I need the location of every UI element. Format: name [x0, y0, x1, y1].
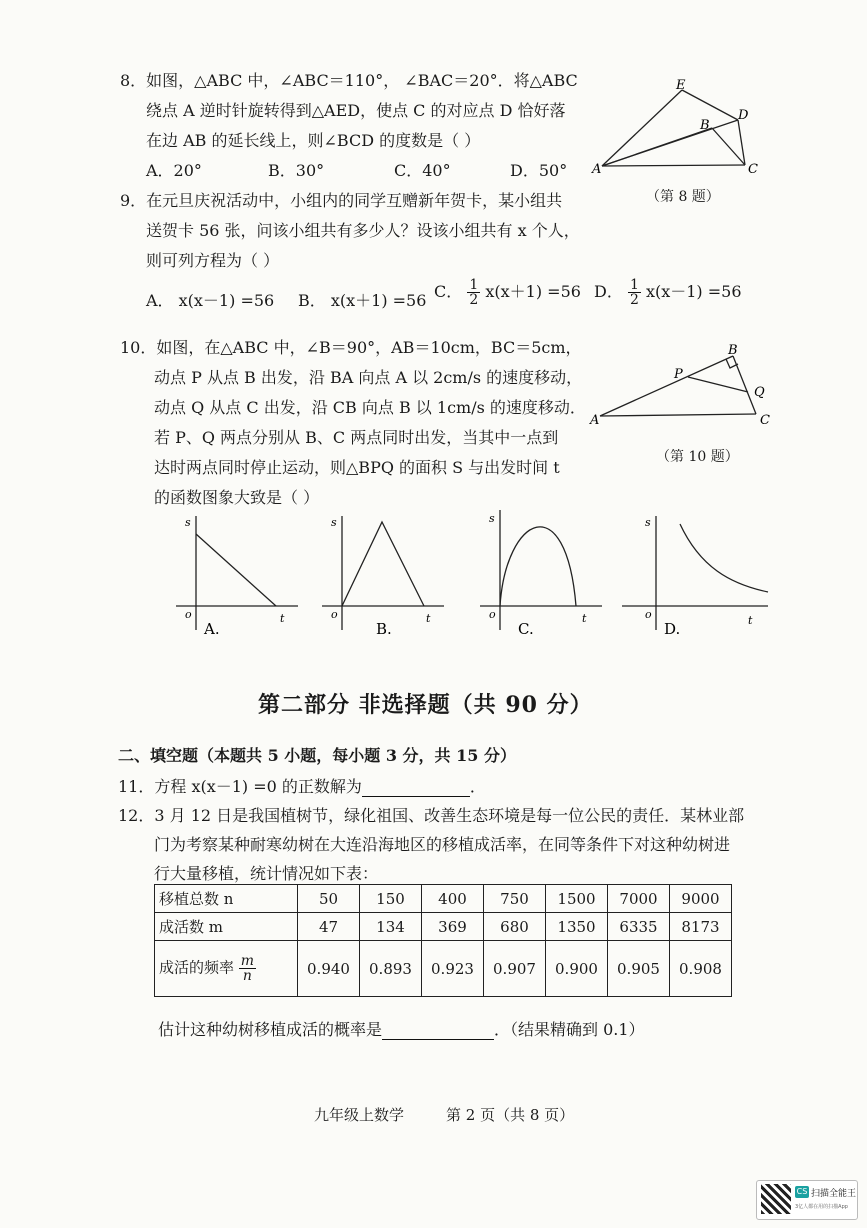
q9-line-2: 送贺卡 56 张，问该小组共有多少人？设该小组共有 x 个人，	[146, 221, 580, 240]
badge-subtitle: 3亿人都在用的扫描App	[795, 1204, 848, 1210]
table-cell: 1350	[546, 913, 608, 941]
q8-line-1: 8．如图，△ABC 中，∠ABC＝110°， ∠BAC＝20°．将△ABC	[120, 71, 578, 90]
q9-option-d-fraction	[628, 278, 641, 307]
q10-label-q: Q	[754, 385, 765, 400]
q11-text-after: ．	[469, 777, 486, 796]
q9-option-c-num: 1	[469, 277, 479, 293]
table-cell: 369	[422, 913, 484, 941]
scanner-badge	[756, 1180, 858, 1220]
q10-graph-c	[476, 506, 606, 642]
q8-label-c: C	[748, 162, 758, 177]
q10-line-2: 动点 P 从点 B 出发，沿 BA 向点 A 以 2cm/s 的速度移动，	[154, 368, 583, 387]
table-row	[155, 913, 732, 941]
table-cell: 0.923	[422, 941, 484, 997]
q10-graph-b-s: s	[331, 516, 337, 529]
q10-graph-a-t: t	[280, 612, 285, 625]
table-cell: 1500	[546, 885, 608, 913]
q12-line-3: 行大量移植，统计情况如下表：	[154, 864, 379, 883]
q9-option-c	[434, 278, 581, 307]
row-label-frequency	[155, 941, 298, 997]
qr-code-icon	[761, 1184, 791, 1214]
q8-figure-caption: （第 8 题）	[646, 189, 720, 205]
table-cell: 150	[360, 885, 422, 913]
row-label-frequency-text: 成活的频率	[159, 958, 235, 977]
table-cell: 0.940	[298, 941, 360, 997]
q8-option-d: D．50°	[510, 161, 568, 180]
q12-line-2: 门为考察某种耐寒幼树在大连沿海地区的移植成活率，在同等条件下对这种幼树进	[154, 835, 731, 854]
table-cell: 50	[298, 885, 360, 913]
table-cell: 8173	[670, 913, 732, 941]
q10-graph-d	[620, 512, 770, 642]
q12-answer-text-after: ．（结果精确到 0.1）	[494, 1020, 645, 1039]
section-fill-blank-heading: 二、填空题（本题共 5 小题，每小题 3 分，共 15 分）	[118, 746, 516, 765]
q9-option-d-rest: x(x－1) =56	[645, 282, 742, 301]
table-cell: 0.905	[608, 941, 670, 997]
q9-option-d-num: 1	[629, 277, 639, 293]
part2-title: 第二部分 非选择题（共 90 分）	[258, 692, 593, 718]
frequency-fraction	[239, 954, 256, 983]
q10-graph-a-o: o	[185, 608, 192, 621]
q9-option-c-den: 2	[469, 292, 479, 308]
q10-graph-c-t: t	[582, 612, 587, 625]
table-cell: 6335	[608, 913, 670, 941]
q10-graph-d-label: D.	[664, 620, 681, 638]
table-cell: 0.900	[546, 941, 608, 997]
q10-graph-d-t: t	[748, 614, 753, 627]
q10-line-6: 的函数图象大致是（ ）	[154, 488, 320, 507]
q8-option-c: C．40°	[394, 161, 451, 180]
q12-answer-line	[158, 1017, 645, 1040]
q8-option-b: B．30°	[268, 161, 325, 180]
q12-line-1: 12．3 月 12 日是我国植树节，绿化祖国、改善生态环境是每一位公民的责任．某林业部	[118, 806, 745, 825]
q10-graph-d-o: o	[645, 608, 652, 621]
frequency-den: n	[242, 968, 252, 984]
q9-option-d-den: 2	[629, 292, 639, 308]
q10-label-c: C	[760, 413, 770, 428]
q11-answer-blank[interactable]	[362, 778, 470, 797]
table-cell: 750	[484, 885, 546, 913]
q10-label-b: B	[728, 344, 738, 358]
q10-graph-b	[318, 512, 448, 642]
table-cell: 0.908	[670, 941, 732, 997]
footer-page: 第 2 页（共 8 页）	[446, 1106, 575, 1124]
q10-graph-a-label: A.	[204, 620, 220, 638]
q9-option-c-rest: x(x＋1) =56	[485, 282, 581, 301]
table-cell: 0.893	[360, 941, 422, 997]
table-cell: 0.907	[484, 941, 546, 997]
q8-figure	[590, 78, 770, 178]
q9-option-d	[594, 278, 742, 307]
q10-graph-a	[172, 512, 302, 642]
camscanner-logo-icon: CS	[796, 1187, 808, 1196]
row-label-survived: 成活数 m	[155, 913, 298, 941]
q10-graph-b-label: B.	[376, 620, 392, 638]
q10-graph-c-s: s	[489, 512, 495, 525]
q10-graph-c-o: o	[489, 608, 496, 621]
q12-answer-blank[interactable]	[382, 1021, 494, 1040]
q10-line-1: 10．如图，在△ABC 中，∠B＝90°，AB＝10cm，BC＝5cm，	[120, 338, 582, 357]
q9-option-b: B． x(x＋1) =56	[298, 291, 427, 310]
table-cell: 47	[298, 913, 360, 941]
q10-figure-caption: （第 10 题）	[656, 449, 739, 465]
table-cell: 134	[360, 913, 422, 941]
q9-option-a: A． x(x－1) =56	[146, 291, 275, 310]
table-row	[155, 941, 732, 997]
q8-label-a: A	[592, 162, 602, 177]
q10-graph-b-o: o	[331, 608, 338, 621]
table-cell: 680	[484, 913, 546, 941]
row-label-total: 移植总数 n	[155, 885, 298, 913]
badge-title: 扫描全能王	[811, 1189, 857, 1199]
table-cell: 400	[422, 885, 484, 913]
q8-label-d: D	[738, 108, 749, 123]
q10-figure	[588, 344, 778, 434]
q11-line	[118, 774, 486, 797]
table-cell: 9000	[670, 885, 732, 913]
q8-line-2: 绕点 A 逆时针旋转得到△AED，使点 C 的对应点 D 恰好落	[146, 101, 566, 120]
q9-option-c-prefix: C．	[434, 282, 463, 301]
q8-label-b: B	[700, 118, 710, 133]
q10-line-5: 达时两点同时停止运动，则△BPQ 的面积 S 与出发时间 t	[154, 458, 560, 477]
q10-line-4: 若 P、Q 两点分别从 B、C 两点同时出发，当其中一点到	[154, 428, 559, 447]
q10-graph-a-s: s	[185, 516, 191, 529]
q11-text: 11．方程 x(x－1) =0 的正数解为	[118, 777, 362, 796]
q9-option-d-prefix: D．	[594, 282, 623, 301]
q12-answer-text: 估计这种幼树移植成活的概率是	[158, 1020, 383, 1039]
q12-data-table	[154, 884, 732, 997]
q9-line-3: 则可列方程为（ ）	[146, 251, 280, 270]
q8-line-3: 在边 AB 的延长线上，则∠BCD 的度数是（ ）	[146, 131, 481, 150]
q9-line-1: 9．在元旦庆祝活动中，小组内的同学互赠新年贺卡，某小组共	[120, 191, 563, 210]
table-cell: 7000	[608, 885, 670, 913]
q10-graph-c-label: C.	[518, 620, 534, 638]
q10-label-p: P	[674, 367, 683, 382]
q8-label-e: E	[676, 78, 686, 93]
q10-line-3: 动点 Q 从点 C 出发，沿 CB 向点 B 以 1cm/s 的速度移动．	[154, 398, 586, 417]
q9-option-c-fraction	[467, 278, 480, 307]
q10-graph-b-t: t	[426, 612, 431, 625]
q10-graph-d-s: s	[645, 516, 651, 529]
q8-option-a: A．20°	[146, 161, 202, 180]
frequency-num: m	[240, 953, 255, 969]
table-row	[155, 885, 732, 913]
footer-subject: 九年级上数学	[314, 1106, 405, 1124]
q10-label-a: A	[590, 413, 600, 428]
